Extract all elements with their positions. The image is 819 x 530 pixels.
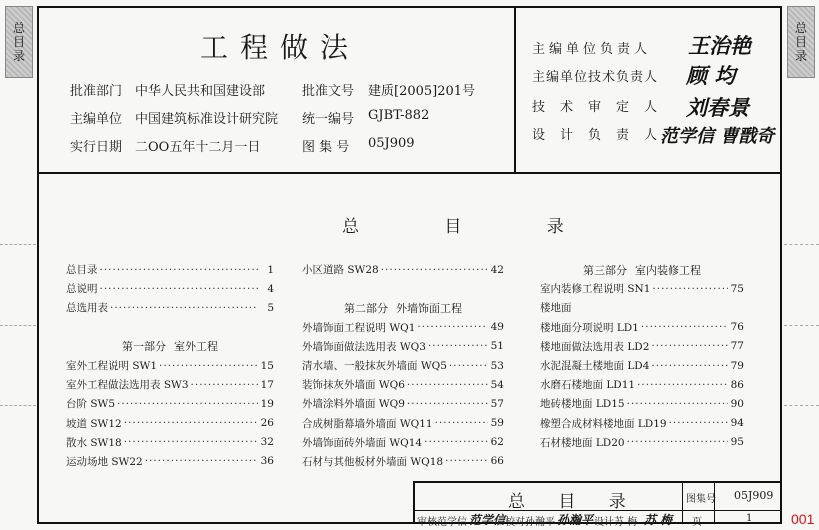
info-value: 中国建筑标准设计研究院	[135, 112, 279, 127]
signature-label: 技术审定人	[532, 100, 673, 115]
toc-entry[interactable]: 散水 SW18 ····· 32	[66, 433, 274, 452]
check-label: 校对	[505, 517, 525, 528]
toc-entry[interactable]: 石材楼地面 LD20 ····· 95	[540, 433, 744, 452]
toc-entry[interactable]: 水磨石楼地面 LD11 ····· 86	[540, 375, 744, 394]
title-block-title: 总 目 录	[508, 492, 640, 512]
toc-entry[interactable]: 总选用表 ····· 5	[66, 298, 274, 317]
toc-entry[interactable]: 清水墙、一般抹灰外墙面 WQ5 ····· 53	[302, 356, 504, 375]
info-value: 05J909	[368, 136, 415, 151]
toc-entry[interactable]: 水泥混凝土楼地面 LD4 ····· 79	[540, 356, 744, 375]
toc-entry[interactable]: 小区道路 SW28 ····· 42	[302, 260, 504, 279]
toc-entry[interactable]: 外墙饰面工程说明 WQ1 ····· 49	[302, 318, 504, 337]
toc-entry[interactable]: 外墙饰面砖外墙面 WQ14 ····· 62	[302, 433, 504, 452]
toc-entry[interactable]: 坡道 SW12 ····· 26	[66, 414, 274, 433]
info-label: 批准文号	[302, 84, 355, 99]
toc-entry[interactable]: 室外工程说明 SW1 ····· 15	[66, 356, 274, 375]
left-side-tab	[5, 6, 33, 78]
info-label: 主编单位	[70, 112, 123, 127]
toc-section-heading: 第一部分 室外工程	[122, 340, 218, 354]
toc-entry[interactable]: 台阶 SW5 ····· 19	[66, 394, 274, 413]
scan-mark	[784, 325, 819, 326]
scan-mark	[0, 405, 36, 406]
title-block-divider	[682, 481, 683, 524]
review-value: 范学信	[437, 517, 467, 528]
design-label: 设计	[594, 517, 614, 528]
signature: 范学信 曹戬奇	[660, 126, 775, 147]
toc-entry[interactable]: 室外工程做法选用表 SW3 ····· 17	[66, 375, 274, 394]
title-block-top	[413, 481, 782, 483]
toc-entry[interactable]: 合成树脂幕墙外墙面 WQ11 ····· 59	[302, 414, 504, 433]
side-tab-char: 目	[794, 35, 807, 49]
title-block-left	[413, 481, 415, 524]
toc-subheading: 楼地面	[540, 302, 572, 315]
toc-column-1	[66, 260, 274, 471]
side-tab-char: 总	[794, 21, 807, 35]
info-label: 图 集 号	[302, 140, 350, 155]
signature-label: 主编单位负责人	[532, 42, 652, 57]
scan-mark	[0, 244, 36, 245]
design-value: 苏 梅	[614, 517, 638, 528]
toc-entry[interactable]: 总说明 ····· 4	[66, 279, 274, 298]
scan-mark	[0, 325, 36, 326]
header-vertical-divider	[514, 6, 516, 173]
side-tab-char: 录	[794, 49, 807, 63]
toc-section-heading: 第三部分 室内装修工程	[583, 263, 701, 277]
side-tab-char: 录	[12, 49, 25, 63]
scan-mark	[784, 244, 819, 245]
info-value: 二OO五年十二月一日	[135, 140, 261, 155]
info-value: GJBT-882	[368, 108, 430, 123]
toc-entry[interactable]: 外墙涂料外墙面 WQ9 ····· 57	[302, 394, 504, 413]
info-label: 实行日期	[70, 140, 123, 155]
atlas-value: 05J909	[734, 489, 774, 502]
design-signature: 苏 梅	[644, 513, 673, 527]
page-title: 工程做法	[200, 31, 361, 64]
scan-mark	[784, 405, 819, 406]
check-signature: 孙瀚平	[557, 513, 594, 527]
info-label: 统一编号	[302, 112, 355, 127]
toc-section-heading: 第二部分 外墙饰面工程	[344, 301, 462, 315]
toc-entry[interactable]: 地砖楼地面 LD15 ····· 90	[540, 394, 744, 413]
review-signature: 范学信	[469, 513, 506, 527]
toc-title: 总 目 录	[342, 217, 604, 237]
info-label: 批准部门	[70, 84, 123, 99]
toc-entry[interactable]: 外墙饰面做法选用表 WQ3 ····· 51	[302, 337, 504, 356]
signature: 刘春景	[686, 95, 749, 120]
atlas-label: 图集号	[686, 494, 716, 505]
side-tab-char: 总	[12, 21, 25, 35]
signature-label: 设计负责人	[532, 128, 673, 143]
info-value: 中华人民共和国建设部	[135, 84, 266, 99]
check-value: 孙瀚平	[525, 517, 555, 528]
signature: 王治艳	[688, 33, 751, 58]
toc-entry[interactable]: 石材与其他板材外墙面 WQ18 ····· 66	[302, 452, 504, 471]
toc-entry[interactable]: 室内装修工程说明 SN1 ····· 75	[540, 279, 744, 298]
toc-column-2	[302, 260, 504, 471]
page-label: 页	[692, 517, 702, 528]
page-number: 001	[791, 511, 815, 527]
toc-entry[interactable]: 总目录 ····· 1	[66, 260, 274, 279]
side-tab-char: 目	[12, 35, 25, 49]
header-divider	[37, 172, 782, 174]
signature: 顾 均	[686, 63, 736, 88]
toc-entry[interactable]: 运动场地 SW22 ····· 36	[66, 452, 274, 471]
toc-entry[interactable]: 楼地面分项说明 LD1 ····· 76	[540, 318, 744, 337]
toc-entry[interactable]: 装饰抹灰外墙面 WQ6 ····· 54	[302, 375, 504, 394]
toc-entry[interactable]: 橡塑合成材料楼地面 LD19 ····· 94	[540, 414, 744, 433]
page-value: 1	[746, 513, 753, 524]
info-value: 建质[2005]201号	[368, 84, 476, 99]
right-side-tab	[787, 6, 815, 78]
toc-entry[interactable]: 楼地面做法选用表 LD2 ····· 77	[540, 337, 744, 356]
review-label: 审核	[417, 517, 437, 528]
signature-label: 主编单位技术负责人	[532, 70, 659, 85]
toc-column-3	[540, 260, 744, 452]
